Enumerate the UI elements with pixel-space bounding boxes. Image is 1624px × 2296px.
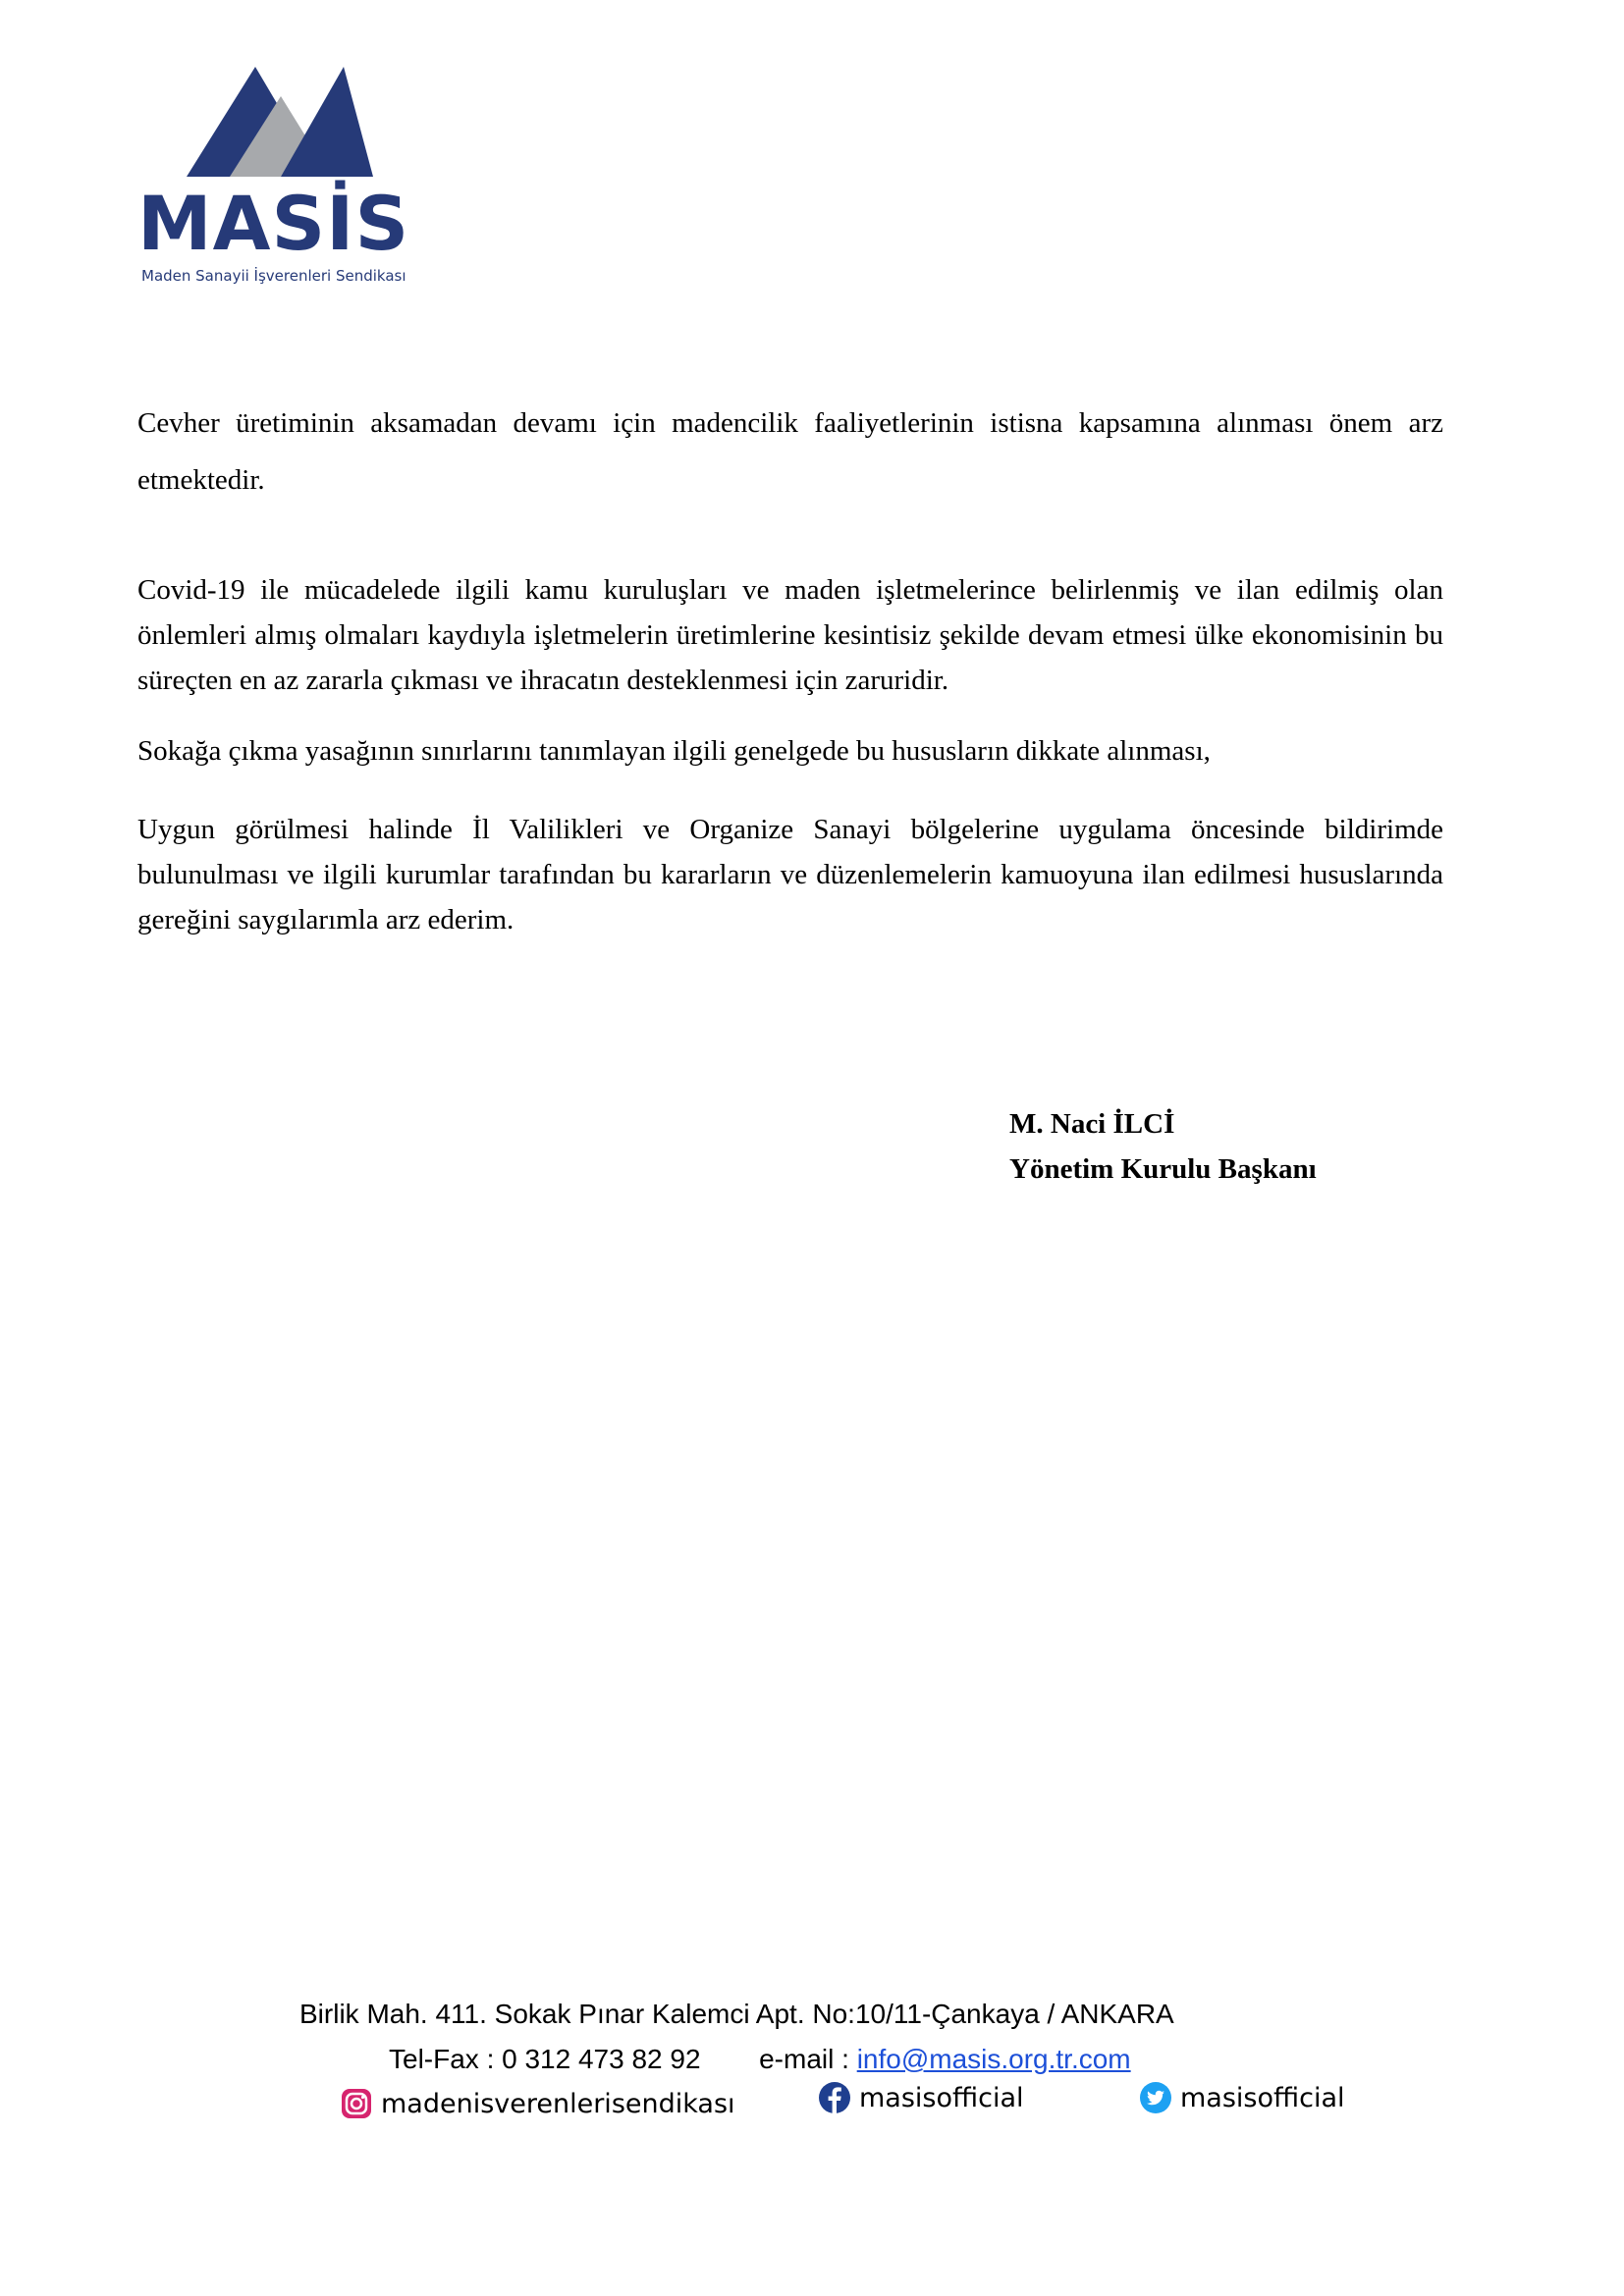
paragraph-4: Uygun görülmesi halinde İl Valilikleri ve Organize Sanayi bölgelerine uygulama öncesinde bildirimde bulunulması ve ilgili kurumlar tarafından bu kararların ve düzenlemelerin kamuoyuna ilan edilmesi hususlarında gereğini saygılarımla arz ederim.: [137, 814, 1443, 935]
footer-contact: [389, 2044, 1131, 2075]
signatory-name: M. Naci İLCİ: [1009, 1108, 1175, 1140]
mountain-logo-icon: [187, 61, 373, 179]
email-link[interactable]: info@masis.org.tr.com: [856, 2044, 1131, 2074]
facebook-icon: [818, 2081, 851, 2114]
twitter-handle[interactable]: [1139, 2081, 1345, 2114]
facebook-label: masisofficial: [859, 2082, 1024, 2113]
instagram-handle[interactable]: [340, 2087, 735, 2120]
logo-wordmark: MASİS: [137, 180, 410, 267]
paragraph-3: Sokağa çıkma yasağının sınırlarını tanımlayan ilgili genelgede bu hususların dikkate alınması,: [137, 735, 1211, 767]
telfax-text: Tel-Fax : 0 312 473 82 92: [389, 2044, 701, 2074]
twitter-label: masisofficial: [1180, 2082, 1345, 2113]
masis-logo: [137, 61, 432, 289]
facebook-handle[interactable]: [818, 2081, 1024, 2114]
paragraph-1: Cevher üretiminin aksamadan devamı için madencilik faaliyetlerinin istisna kapsamına alınması önem arz etmektedir.: [137, 407, 1443, 496]
signature-block: [1009, 1101, 1317, 1192]
paragraph-2: Covid-19 ile mücadelede ilgili kamu kuruluşları ve maden işletmelerince belirlenmiş ve ilan edilmiş olan önlemleri almış olmaları kaydıyla işletmelerin üretimlerine kesintisiz şekilde devam etmesi ülke ekonomisinin bu süreçten en az zararla çıkması ve ihracatın desteklenmesi için zaruridir.: [137, 574, 1443, 696]
logo-subtitle: Maden Sanayii İşverenleri Sendikası: [141, 267, 406, 285]
instagram-label: madenisverenlerisendikası: [381, 2088, 735, 2119]
twitter-icon: [1139, 2081, 1172, 2114]
email-label: e-mail :: [759, 2044, 857, 2074]
signatory-title: Yönetim Kurulu Başkanı: [1009, 1153, 1317, 1185]
instagram-icon: [340, 2087, 373, 2120]
footer-address: Birlik Mah. 411. Sokak Pınar Kalemci Apt. No:10/11-Çankaya / ANKARA: [299, 1999, 1174, 2029]
